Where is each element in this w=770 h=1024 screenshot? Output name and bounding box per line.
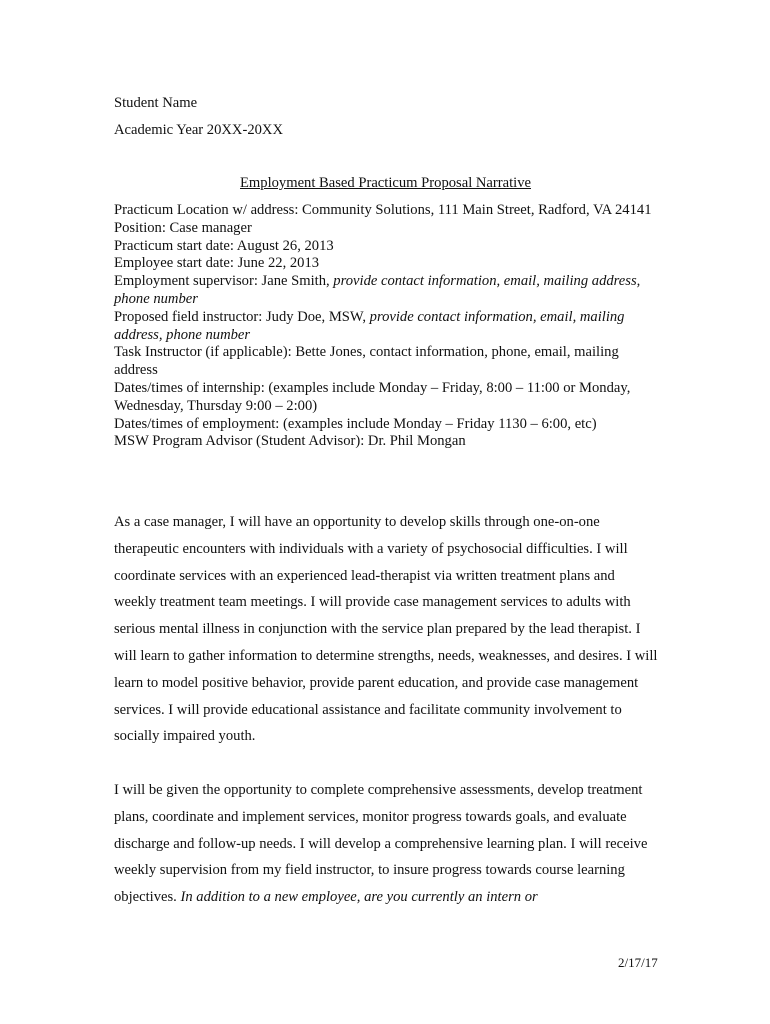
academic-year: Academic Year 20XX-20XX: [114, 122, 284, 138]
footer-date: 2/17/17: [618, 955, 658, 970]
practicum-details: [114, 202, 659, 451]
field-instructor-note: provide contact information, email, mailing address, phone number: [114, 308, 625, 343]
narrative-paragraph-2-text: I will be given the opportunity to complete comprehensive assessments, develop treatment plans, coordinate and implement services, monitor progress towards goals, and evaluate discharge and follow-up needs. I will develop a comprehensive learning plan. I will receive weekly supervision from my field instructor, to insure progress towards course learning objectives.: [114, 782, 648, 906]
program-advisor: MSW Program Advisor (Student Advisor): Dr. Phil Mongan: [114, 433, 466, 450]
narrative-paragraph-1: As a case manager, I will have an opportunity to develop skills through one-on-one therapeutic encounters with individuals with a variety of psychosocial difficulties. I will coordinate services with an experienced lead-therapist via written treatment plans and weekly treatment team meetings. I will provide case management services to adults with serious mental illness in conjunction with the service plan prepared by the lead therapist. I will learn to gather information to determine strengths, needs, weaknesses, and desires. I will learn to model positive behavior, provide parent education, and provide case management services. I will provide educational assistance and facilitate community involvement to socially impaired youth.: [114, 514, 658, 745]
employment-supervisor-note: provide contact information, email, mailing address, phone number: [114, 273, 641, 307]
employee-start-date: Employee start date: June 22, 2013: [114, 255, 320, 272]
practicum-location: Practicum Location w/ address: Community Solutions, 111 Main Street, Radford, VA 24141: [114, 202, 652, 218]
document-title: Employment Based Practicum Proposal Narrative: [240, 175, 531, 191]
practicum-start-date: Practicum start date: August 26, 2013: [114, 237, 334, 254]
narrative-paragraph-2-italic: In addition to a new employee, are you currently an intern or: [180, 889, 538, 906]
field-instructor-name: Proposed field instructor: Judy Doe, MSW,: [114, 308, 366, 325]
internship-times: Dates/times of internship: (examples include Monday – Friday, 8:00 – 11:00 or Monday, Wednesday, Thursday 9:00 – 2:00): [114, 379, 631, 414]
employment-supervisor: [114, 273, 659, 309]
student-name: Student Name: [114, 95, 198, 111]
employment-supervisor-name: Employment supervisor: Jane Smith,: [114, 273, 330, 290]
employment-times: Dates/times of employment: (examples include Monday – Friday 1130 – 6:00, etc): [114, 415, 597, 432]
position: Position: Case manager: [114, 219, 252, 236]
field-instructor: [114, 309, 659, 345]
narrative-paragraph-2: [114, 777, 659, 911]
task-instructor: Task Instructor (if applicable): Bette Jones, contact information, phone, email, mailing address: [114, 344, 619, 379]
